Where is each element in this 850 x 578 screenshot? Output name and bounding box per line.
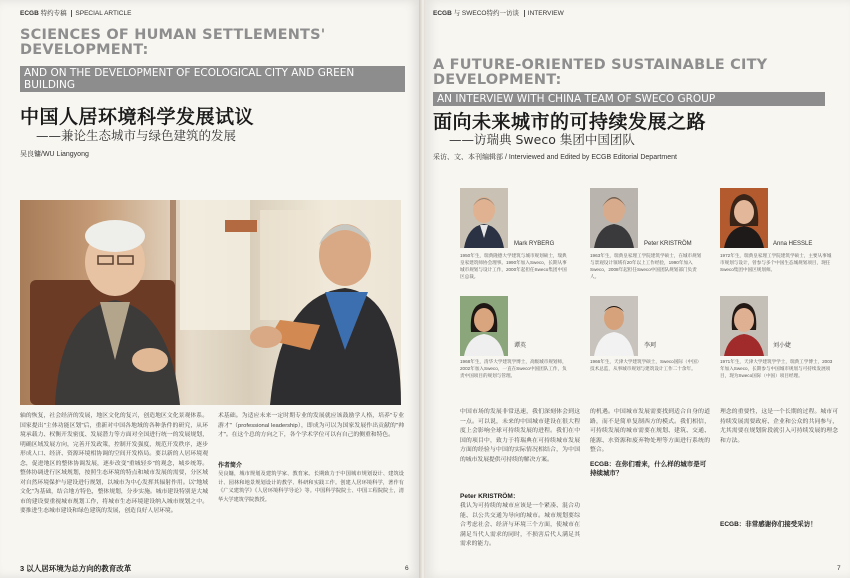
portrait-mark-ryberg [460,188,508,248]
person-bio: 1972年生，瑞典皇家理工学院建筑学硕士，主要从事城市规划与设计，曾参与多个中国生态城规划项目，现任Sweco集团中国区规划师。 [720,253,832,272]
person-bio: 1963年生，瑞典皇家理工学院建筑学硕士，在城市规划与景观设计领域有20年以上工作经验，1990年加入Sweco，2008年起担任Sweco中国团队规划部门负责人。 [590,253,702,279]
person-name: 李珂 [644,343,657,349]
person-name: Anna HESSLE [773,241,813,247]
portrait-liu-xiaojie [720,296,768,356]
subtitle-en-bar: AND ON THE DEVELOPMENT OF ECOLOGICAL CITY AND GREEN BUILDING [20,66,405,92]
person-name: Mark RYBERG [514,241,555,247]
subtitle-cn: ——访瑞典 Sweco 集团中国团队 [449,132,635,147]
interview-credit: 采访、文、本刊编辑部 / Interviewed and Edited by ECGB Editorial Department [433,154,677,161]
photo-conversation [20,200,401,405]
section-heading: 3 以人居环境为总方向的教育改革 [20,564,132,573]
header-section-cn: 与 SWECO特约一访谈 [453,10,519,17]
right-page [425,0,850,578]
header-brand: ECGB [20,10,39,17]
left-page [0,0,421,578]
author: 吴良镛/WU Liangyong [20,151,89,158]
header-section-en: INTERVIEW [524,10,564,17]
portrait-anna-hessle [720,188,768,248]
title-cn: 面向未来城市的可持续发展之路 [433,111,707,133]
question-1: ECGB：在你们看来，什么样的城市是可持续城市？ [590,461,707,477]
person-bio: 1971年生，天津大学建筑学学士，瑞典工学博士，2003年加入Sweco，长期参与中国城市规划与可持续发展项目，现为Sweco国际（中国）项目经理。 [720,359,833,378]
person-name: 谭英 [514,343,527,349]
right-body-col1: 中国市场的发展非常迅速，我们深刻体会到这一点。可以说，未来的中国城市建设在很大程度上会影响全球可持续发展的进程。我们在中国的项目中，致力于将瑞典在可持续城市发展方面的经验与中国的实际情况相结合，为中国的城市发展提供可持续的解决方案。 [460,409,580,463]
portrait-tan-ying [460,296,508,356]
person-name: 刘小婕 [773,343,792,349]
title-cn: 中国人居环境科学发展试议 [20,106,255,128]
page-number-right: 7 [837,565,841,572]
title-en-line2: DEVELOPMENT: [20,42,149,58]
right-body-col2: 的机遇。中国城市发展需要找到适合自身的道路，而不是简单复制西方的模式。我们相信，可持续发展的城市需要在规划、建筑、交通、能源、水资源和废弃物处理等方面进行系统的整合。 [590,409,710,453]
question-2: ECGB：非常感谢你们接受采访！ [720,521,817,528]
person-bio: 1968年生，清华大学建筑学博士，高级城市规划师，2002年加入Sweco，一直在Sweco中国团队工作，负责中国项目的规划与管理。 [460,359,567,378]
photo-illustration [20,200,401,405]
answer-speaker: Peter KRISTRÖM： [460,493,520,500]
page-number-left: 6 [405,565,409,572]
title-en-line1: SCIENCES OF HUMAN SETTLEMENTS' [20,27,326,43]
header-brand: ECGB [433,10,452,17]
portrait-peter-kristrom [590,188,638,248]
author-bio: 吴良镛，城市规划及建筑学家、教育家。长期致力于中国城市规划设计、建筑设计、园林和地景规划设计的教学、科研和实践工作。创建人居环境科学，著作有《广义建筑学》《人居环境科学导论》等。中国科学院院士、中国工程院院士，清华大学建筑学院教授。 [218,471,404,503]
title-en-line1: A FUTURE-ORIENTED SUSTAINABLE CITY [433,57,768,73]
left-page-header [20,8,131,17]
person-bio: 1966年生，天津大学建筑学硕士，Sweco国际（中国）技术总监，从事城市规划与建筑设计工作二十余年。 [590,359,702,371]
person-bio: 1950年生，瑞典隆德大学建筑与城市规划硕士，瑞典皇家建筑师协会理事。1990年加入Sweco，长期从事城市规划与设计工作，2000年起担任Sweco集团中国区总裁。 [460,253,567,279]
header-section-en: SPECIAL ARTICLE [71,10,131,17]
title-en-line2: DEVELOPMENT: [433,72,562,88]
person-name: Peter KRISTRÖM [644,241,692,247]
left-body-col2: 术基础。为适应未来一定时期专业的发展就应该鼓励学人格，培养"专业游才"（professional leadership），即成为可以为国家发展作出贡献的"帅才"。在这个总的方向之下，各个学术学位可以有自己的侧重和特色。 [218,413,404,438]
author-bio-title: 作者简介 [218,463,243,469]
right-page-header [433,8,564,17]
right-body-col3: 理念的重要性，这是一个长期的过程。城市可持续发展需要政府、企业和公众的共同参与，尤其需要在规划阶段就引入可持续发展的理念和方法。 [720,409,838,444]
subtitle-cn: ——兼论生态城市与绿色建筑的发展 [36,128,237,143]
answer-text: 我认为可持续的城市应该是一个紧凑、混合功能、以公共交通为导向的城市。城市规划要综合考虑社会、经济与环境三个方面，使城市在满足当代人需求的同时，不损害后代人满足其需求的能力。 [460,503,580,547]
subtitle-en-bar: AN INTERVIEW WITH CHINA TEAM OF SWECO GROUP [433,92,825,106]
left-body-col1: 轴的恢复，社会经济的发展，地区文化的复兴，创造地区文化景观体系。国家提出"主体功能区划"后，重新对中国各地域的各种条件的研究，从环境承载力、权衡开发密度、发展潜力等方面对全国进行统一的发展规划，明确区域发展方向，完善开发政策，控制开发强度，规范开发秩序，逐步形成人口、经济、资源环境相协调的空间开发格局。要以新的人居环境观念，促进地区的整体协调发展，逐步改变"重城轻乡"的观念，城乡统筹。整体协调进行区域规划，按照生态环境的特点和城市发展的需要，分区域对自然环境保护与建设进行规划，以城市为中心发挥其辐射作用。以"地域文化"为基础，结合地方特色，整体规划，分步实施。城市建设特别是大城市的建设要重视城市规划工作，将城市生态环境建设纳入城市规划之中。要推进生态城市建设和绿色建筑的发展，创造良好人居环境。 [20,413,208,514]
portrait-li-ke [590,296,638,356]
header-section-cn: 特约专稿 [40,10,67,17]
